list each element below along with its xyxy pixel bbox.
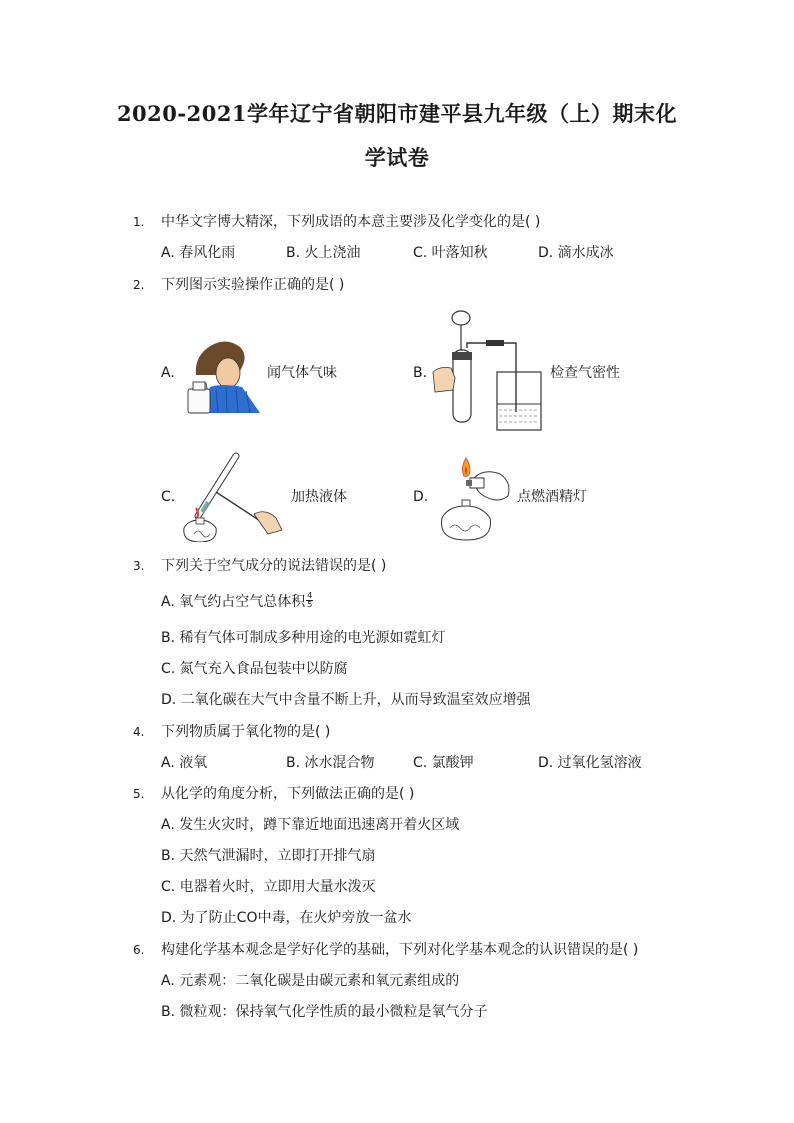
question-number: 6. bbox=[133, 943, 145, 957]
option-d-letter: D. bbox=[413, 489, 429, 505]
option-d: D. 为了防止CO中毒，在火炉旁放一盆水 bbox=[161, 910, 412, 926]
option-b: B. 天然气泄漏时，立即打开排气扇 bbox=[161, 848, 376, 864]
question-number: 2. bbox=[133, 278, 145, 292]
question-number: 4. bbox=[133, 725, 145, 739]
option-a-letter: A. bbox=[161, 365, 175, 381]
option-a: A. 春风化雨 bbox=[161, 245, 236, 261]
option-c: C. 氯酸钾 bbox=[413, 755, 474, 771]
question-number: 1. bbox=[133, 215, 145, 229]
option-d: D. 滴水成冰 bbox=[538, 245, 614, 261]
heating-liquid-figure bbox=[178, 452, 290, 542]
option-d: D. 二氧化碳在大气中含量不断上升，从而导致温室效应增强 bbox=[161, 692, 531, 708]
option-b: B. 冰水混合物 bbox=[286, 755, 375, 771]
option-a: A. 液氧 bbox=[161, 755, 208, 771]
option-b-caption: 检查气密性 bbox=[550, 365, 620, 381]
option-b: B. 微粒观：保持氧气化学性质的最小微粒是氧气分子 bbox=[161, 1004, 488, 1020]
option-c: C. 氮气充入食品包装中以防腐 bbox=[161, 661, 348, 677]
question-stem: 从化学的角度分析，下列做法正确的是( ) bbox=[161, 786, 415, 802]
question-stem: 下列图示实验操作正确的是( ) bbox=[161, 277, 345, 293]
exam-title-line2: 学试卷 bbox=[364, 145, 430, 170]
lighting-alcohol-lamp-figure bbox=[436, 454, 516, 542]
option-a-caption: 闻气体气味 bbox=[267, 365, 337, 381]
fraction bbox=[306, 592, 313, 609]
smelling-gas-figure bbox=[182, 325, 264, 415]
option-b: B. 稀有气体可制成多种用途的电光源如霓虹灯 bbox=[161, 630, 446, 646]
question-stem: 中华文字博大精深，下列成语的本意主要涉及化学变化的是( ) bbox=[161, 214, 541, 230]
option-c-caption: 加热液体 bbox=[291, 489, 347, 505]
option-c: C. 电器着火时，立即用大量水泼灭 bbox=[161, 879, 376, 895]
option-b: B. 火上浇油 bbox=[286, 245, 361, 261]
question-number: 3. bbox=[133, 559, 145, 573]
option-c-letter: C. bbox=[161, 489, 176, 505]
option-d: D. 过氧化氢溶液 bbox=[538, 755, 642, 771]
question-stem: 下列物质属于氧化物的是( ) bbox=[161, 724, 331, 740]
question-number: 5. bbox=[133, 787, 145, 801]
option-a-text: A. 氧气约占空气总体积 bbox=[161, 594, 306, 610]
option-a bbox=[161, 590, 313, 611]
question-stem: 下列关于空气成分的说法错误的是( ) bbox=[161, 558, 387, 574]
option-a: A. 发生火灾时，蹲下靠近地面迅速离开着火区域 bbox=[161, 817, 460, 833]
fraction-denominator: 5 bbox=[307, 599, 313, 609]
option-a: A. 元素观：二氧化碳是由碳元素和氧元素组成的 bbox=[161, 973, 460, 989]
exam-title-line1: 2020-2021学年辽宁省朝阳市建平县九年级（上）期末化 bbox=[116, 101, 678, 126]
airtightness-check-figure bbox=[431, 308, 546, 434]
option-c: C. 叶落知秋 bbox=[413, 245, 488, 261]
fraction-numerator: 4 bbox=[307, 590, 313, 600]
question-stem: 构建化学基本观念是学好化学的基础，下列对化学基本观念的认识错误的是( ) bbox=[161, 942, 639, 958]
option-b-letter: B. bbox=[413, 365, 428, 381]
option-d-caption: 点燃酒精灯 bbox=[517, 489, 587, 505]
